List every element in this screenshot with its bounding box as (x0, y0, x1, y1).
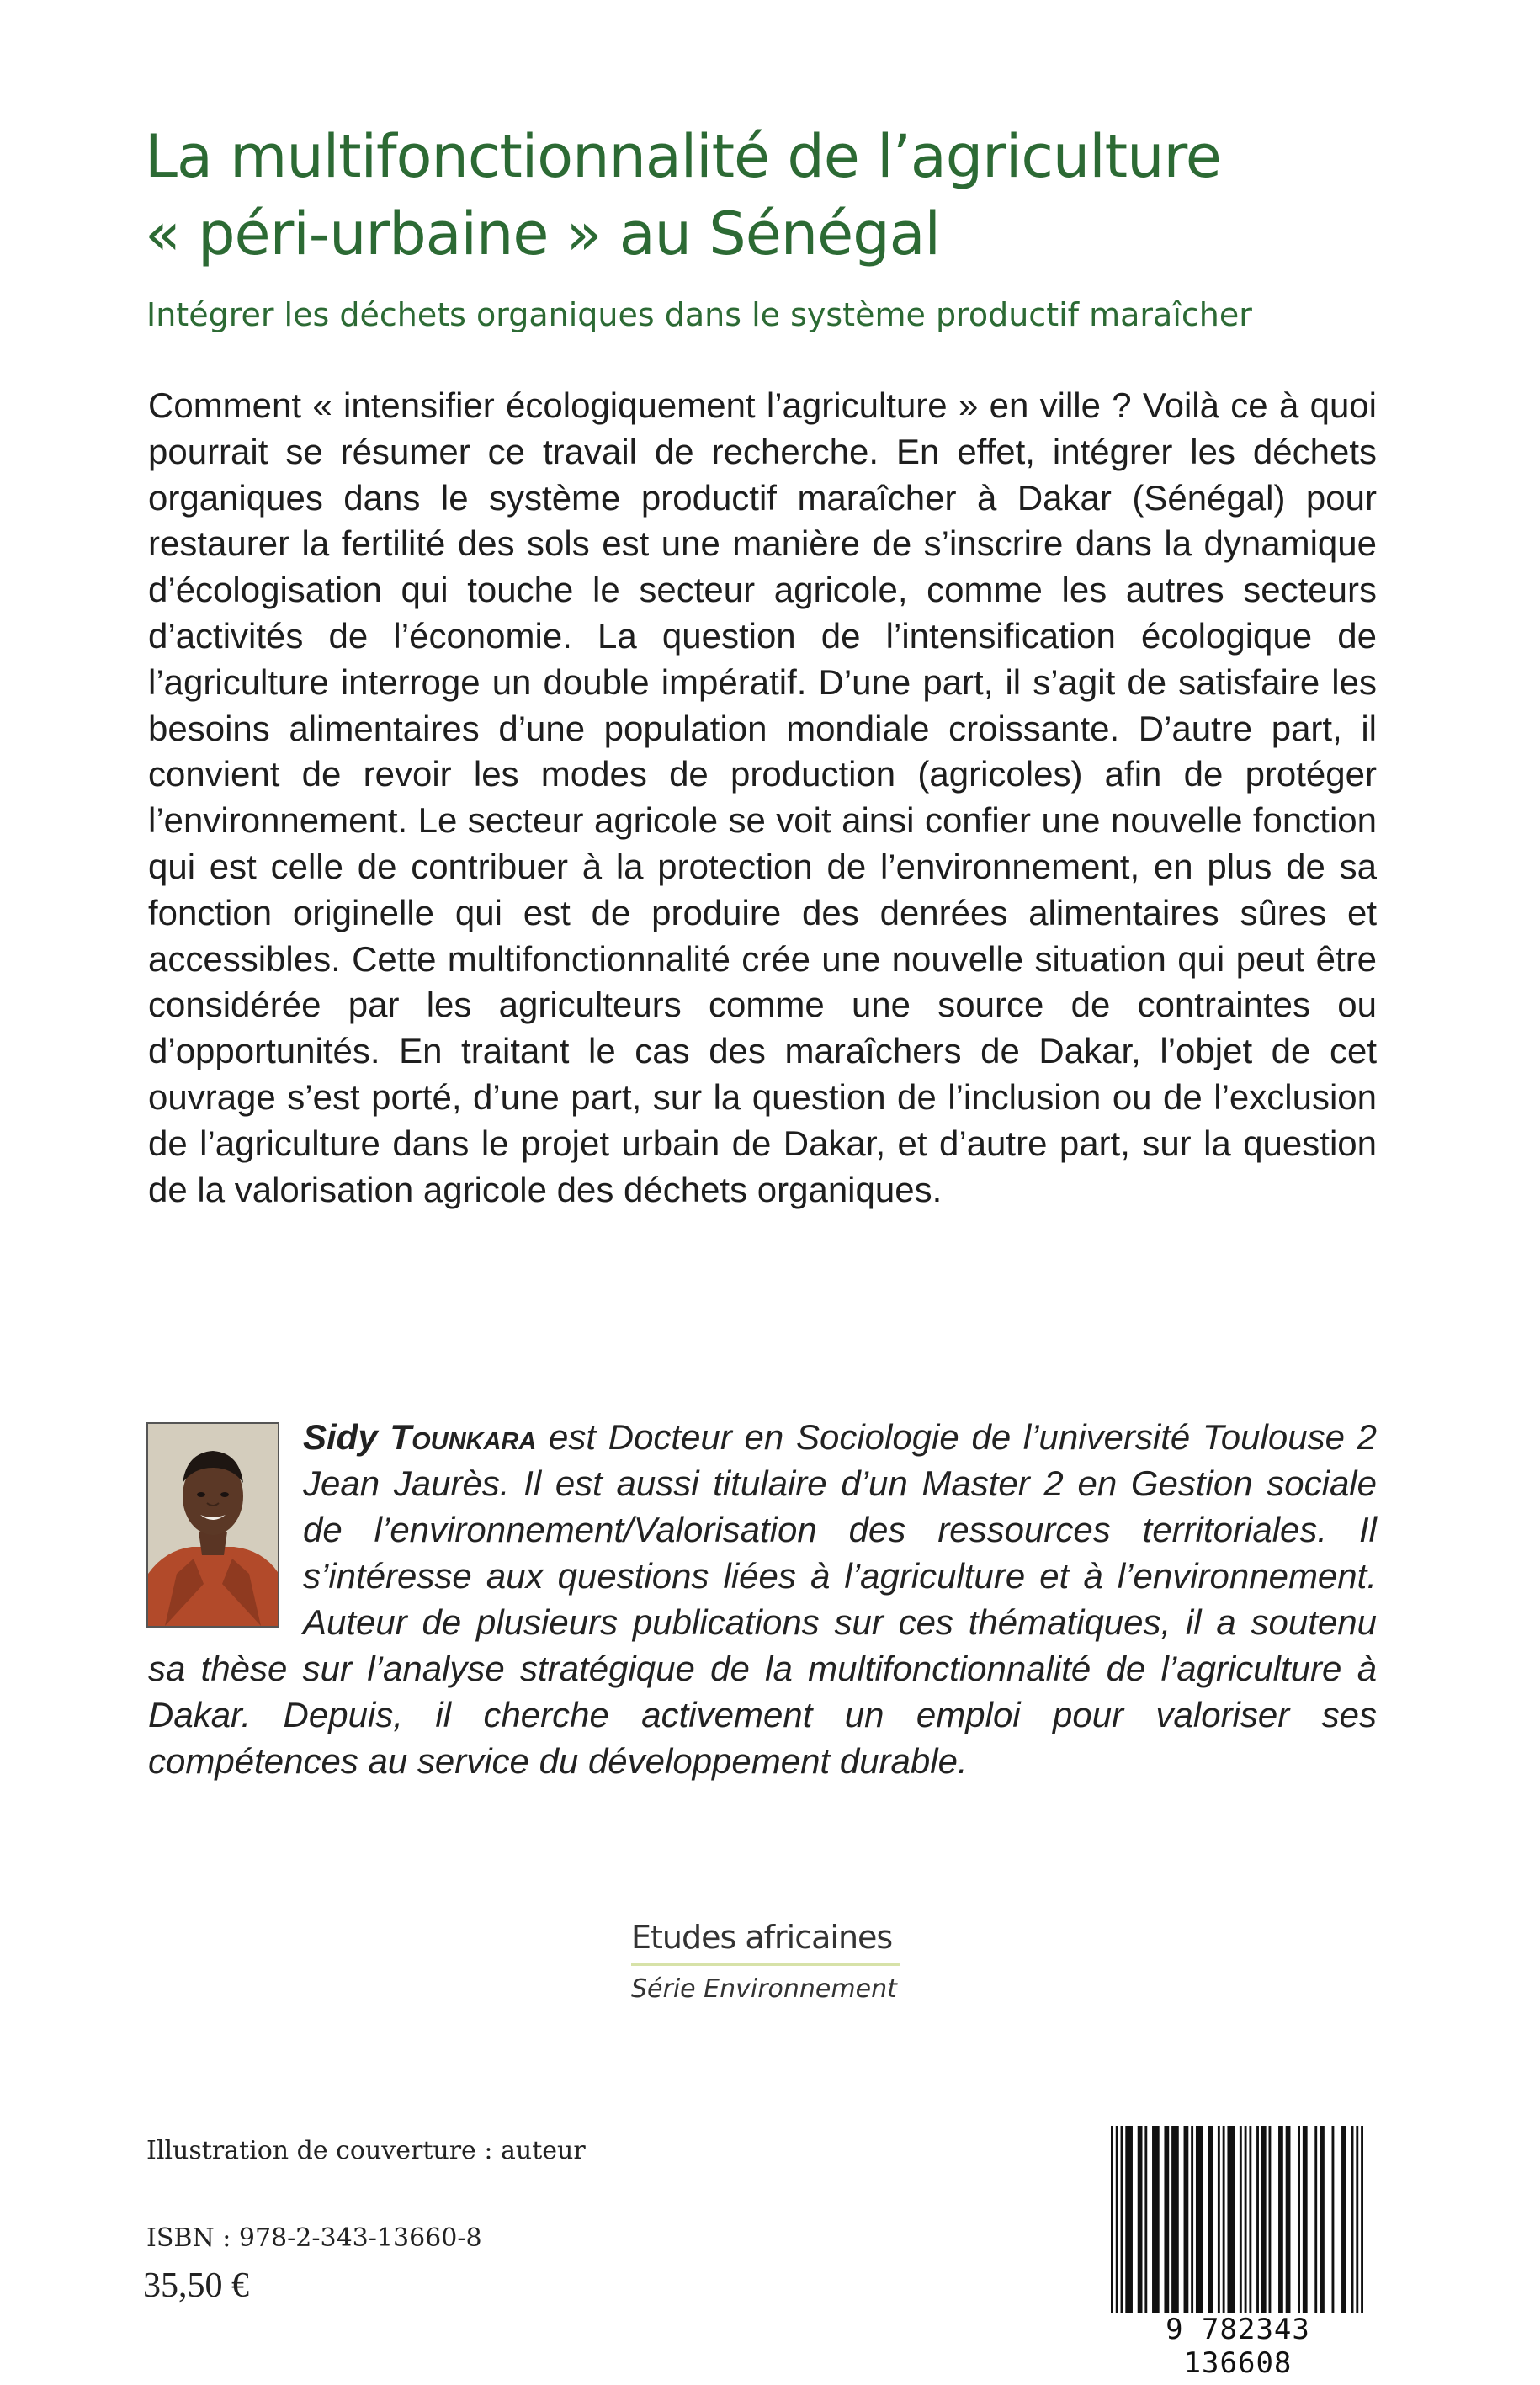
isbn: ISBN : 978-2-343-13660-8 (146, 2223, 482, 2253)
book-title-line-1: La multifonctionnalité de l’agriculture (145, 122, 1221, 191)
barcode-bar (1152, 2126, 1160, 2316)
barcode-bar (1278, 2126, 1283, 2316)
barcode-bar (1356, 2126, 1358, 2316)
price: 35,50 € (143, 2266, 249, 2305)
barcode-digits: 9 782343 136608 (1104, 2313, 1372, 2380)
barcode-bar (1196, 2126, 1203, 2316)
barcode-bar (1125, 2126, 1133, 2316)
barcode-bar (1223, 2126, 1225, 2316)
barcode-bar (1138, 2126, 1143, 2316)
barcode-bar (1171, 2126, 1179, 2316)
barcode-bar (1361, 2126, 1363, 2316)
cover-credit: Illustration de couverture : auteur (146, 2136, 586, 2165)
barcode-bar (1332, 2126, 1335, 2316)
barcode-bar (1111, 2126, 1113, 2316)
barcode-bar (1240, 2126, 1242, 2316)
barcode (1104, 2126, 1372, 2380)
barcode-bars (1104, 2126, 1372, 2316)
book-summary: Comment « intensifier écologiquement l’agriculture » en ville ? Voilà ce à quoi pourrait se résumer ce travail de recherche. En effet, intégrer les déchets organiques dans le système productif maraîcher à Dakar (Sénégal) pour restaurer la fertilité des sols est une manière de s’inscrire dans la dynamique d’écologisation qui touche le secteur agricole, comme les autres secteurs d’activités de l’économie. La question de l’intensification écologique de l’agriculture interroge un double impératif. D’une part, il s’agit de satisfaire les besoins alimentaires d’une population mondiale croissante. D’autre part, il convient de revoir les modes de production (agricoles) afin de protéger l’environnement. Le secteur agricole se voit ainsi confier une nouvelle fonction qui est celle de contribuer à la protection de l’environnement, en plus de sa fonction originelle qui est de produire des denrées alimentaires sûres et accessibles. Cette multifonctionnalité crée une nouvelle situation qui peut être considérée par les agriculteurs comme une source de contraintes ou d’opportunités. En traitant le cas des maraîchers de Dakar, l’objet de cet ouvrage s’est porté, d’une part, sur la question de l’inclusion ou de l’exclusion de l’agriculture dans le projet urbain de Dakar, et d’autre part, sur la question de la valorisation agricole des déchets organiques. (148, 385, 1377, 1209)
barcode-bar (1121, 2126, 1123, 2316)
barcode-bar (1227, 2126, 1235, 2316)
barcode-bar (1191, 2126, 1193, 2316)
barcode-bar (1256, 2126, 1259, 2316)
barcode-bar (1269, 2126, 1272, 2316)
barcode-bar (1261, 2126, 1267, 2316)
series-subseries: Série Environnement (631, 1974, 897, 2004)
barcode-bar (1218, 2126, 1220, 2316)
barcode-bar (1249, 2126, 1251, 2316)
author-first-name: Sidy (303, 1417, 378, 1457)
barcode-bar (1208, 2126, 1213, 2316)
barcode-bar (1116, 2126, 1118, 2316)
author-bio (148, 1414, 1377, 1784)
book-subtitle: Intégrer les déchets organiques dans le système productif maraîcher (146, 296, 1252, 333)
barcode-bar (1314, 2126, 1317, 2316)
barcode-bar (1320, 2126, 1325, 2316)
barcode-bar (1351, 2126, 1354, 2316)
book-title (145, 118, 1407, 273)
book-title-line-2: « péri-urbaine » au Sénégal (145, 199, 940, 268)
barcode-bar (1164, 2126, 1169, 2316)
barcode-bar (1144, 2126, 1147, 2316)
series-logo (631, 1919, 900, 2004)
author-bio-text: est Docteur en Sociologie de l’université Toulouse 2 Jean Jaurès. Il est aussi titulaire d’un Master 2 en Gestion sociale de l’environnement/Valorisation des ressources territoriales. Il s’intéresse aux questions liées à l’agriculture et à l’environnement. Auteur de plusieurs publications sur ces thématiques, il a soutenu sa thèse sur l’analyse stratégique de la multifonctionnalité de l’agriculture à Dakar. Depuis, il cherche activement un emploi pour valoriser ses compétences au service du développement durable. (148, 1417, 1377, 1781)
barcode-bar (1184, 2126, 1189, 2316)
barcode-bar (1303, 2126, 1308, 2316)
barcode-bar (1245, 2126, 1247, 2316)
author-last-name: Tounkara (390, 1417, 537, 1457)
barcode-bar (1286, 2126, 1291, 2316)
barcode-bar (1341, 2126, 1346, 2316)
series-name: Etudes africaines (631, 1919, 900, 1966)
barcode-bar (1298, 2126, 1300, 2316)
